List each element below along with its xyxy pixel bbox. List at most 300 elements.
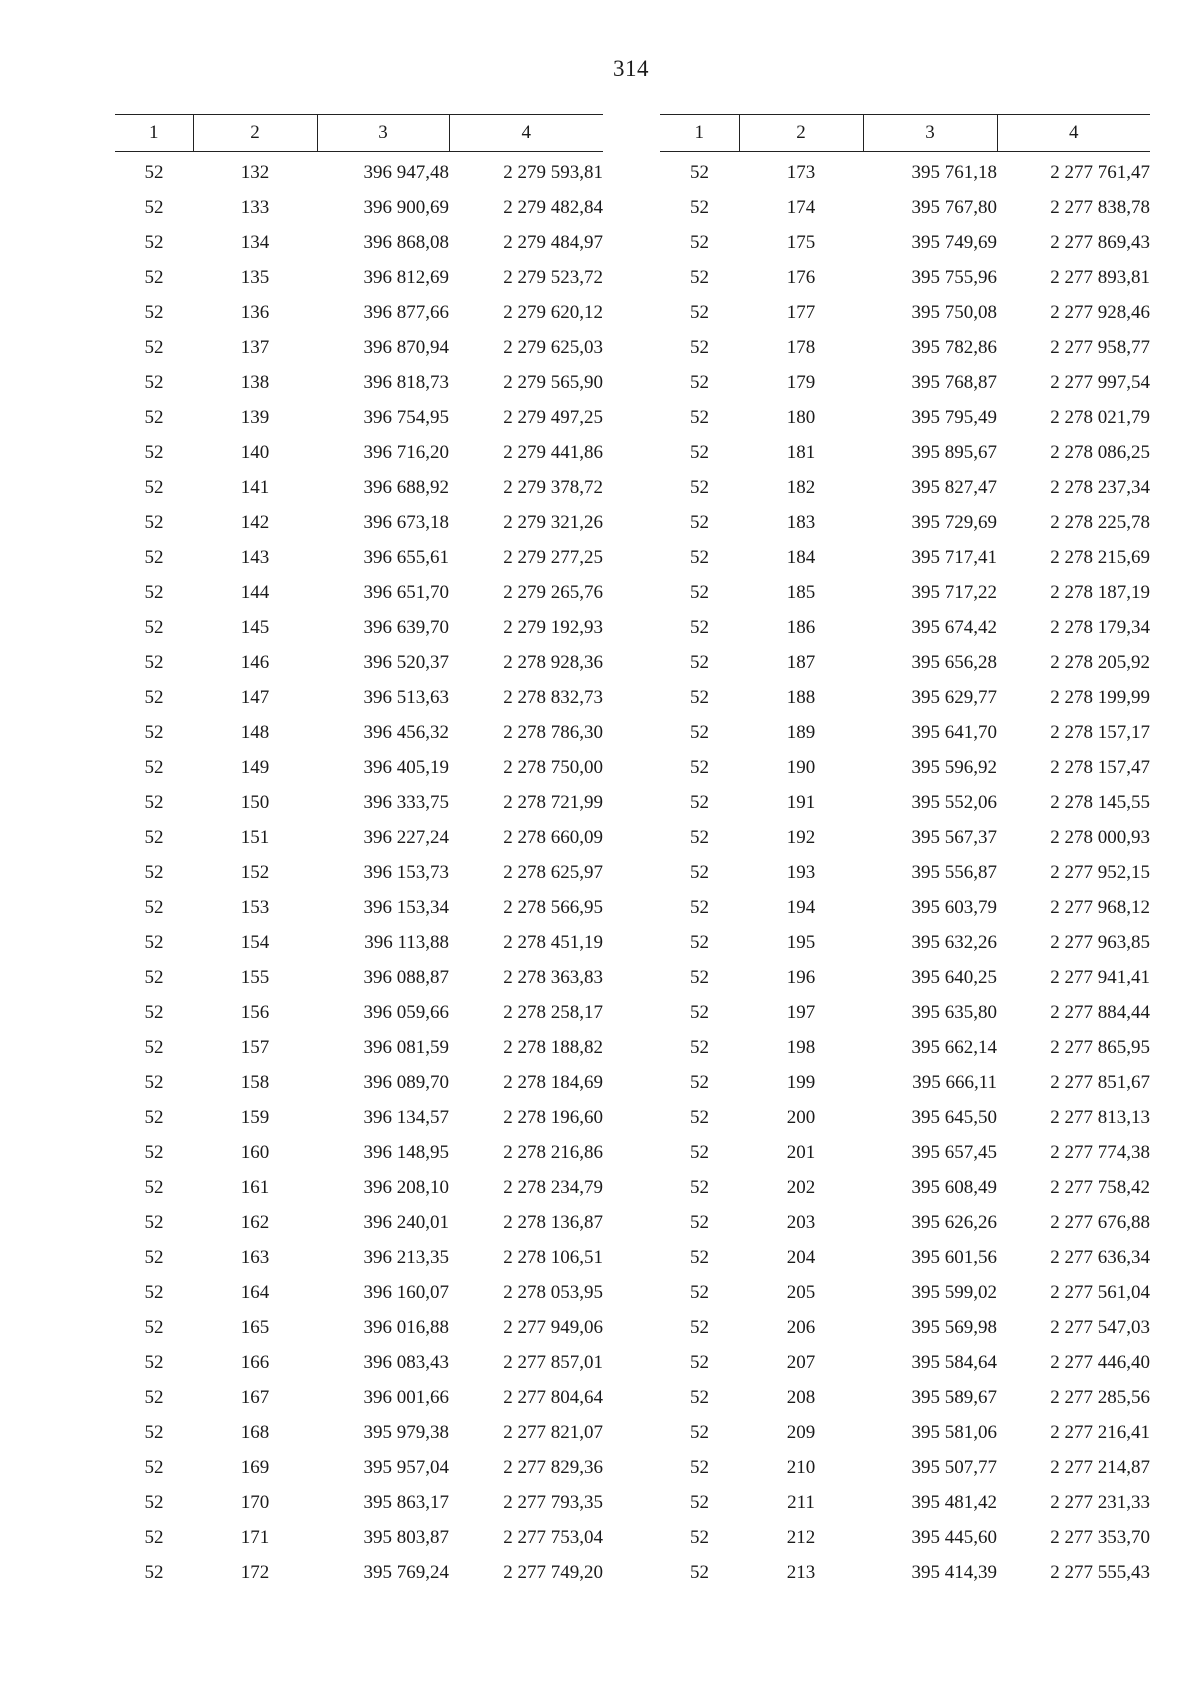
cell-y-coordinate: 2 278 157,17: [1050, 721, 1150, 743]
table-row: [115, 1310, 603, 1345]
cell-y-coordinate: 2 277 997,54: [1050, 371, 1150, 393]
cell-point-number: 132: [240, 161, 270, 183]
cell-point-number: 182: [786, 476, 816, 498]
cell-y-coordinate: 2 277 941,41: [1050, 966, 1150, 988]
cell-point-number: 169: [240, 1456, 270, 1478]
cell-x-coordinate: 396 651,70: [363, 581, 449, 603]
cell-section: 52: [144, 1386, 164, 1408]
cell-y-coordinate: 2 277 636,34: [1050, 1246, 1150, 1268]
table-row: [115, 1065, 603, 1100]
cell-section: 52: [144, 581, 164, 603]
cell-y-coordinate: 2 278 215,69: [1050, 546, 1150, 568]
cell-point-number: 200: [786, 1106, 816, 1128]
column-header-3: 3: [317, 115, 449, 152]
cell-section: 52: [144, 1561, 164, 1583]
cell-point-number: 176: [786, 266, 816, 288]
cell-y-coordinate: 2 277 753,04: [503, 1526, 603, 1548]
cell-section: 52: [690, 476, 709, 498]
cell-y-coordinate: 2 277 813,13: [1050, 1106, 1150, 1128]
cell-x-coordinate: 395 556,87: [911, 861, 997, 883]
cell-section: 52: [690, 826, 709, 848]
cell-y-coordinate: 2 277 857,01: [503, 1351, 603, 1373]
table-row: [115, 540, 603, 575]
cell-point-number: 172: [240, 1561, 270, 1583]
cell-point-number: 171: [240, 1526, 270, 1548]
table-row: [660, 1555, 1150, 1590]
cell-point-number: 196: [786, 966, 816, 988]
cell-section: 52: [690, 756, 709, 778]
cell-section: 52: [690, 1386, 709, 1408]
cell-x-coordinate: 396 947,48: [363, 161, 449, 183]
cell-point-number: 179: [786, 371, 816, 393]
cell-section: 52: [690, 196, 709, 218]
cell-section: 52: [690, 266, 709, 288]
cell-section: 52: [144, 1456, 164, 1478]
cell-point-number: 181: [786, 441, 816, 463]
table-body-right: [660, 152, 1150, 1591]
cell-section: 52: [690, 1246, 709, 1268]
cell-x-coordinate: 396 405,19: [363, 756, 449, 778]
cell-section: 52: [144, 1281, 164, 1303]
cell-point-number: 210: [786, 1456, 816, 1478]
cell-x-coordinate: 395 632,26: [911, 931, 997, 953]
cell-section: 52: [144, 1106, 164, 1128]
cell-x-coordinate: 396 513,63: [363, 686, 449, 708]
cell-section: 52: [690, 1526, 709, 1548]
table-row: [115, 152, 603, 191]
cell-section: 52: [144, 826, 164, 848]
table-row: [660, 1450, 1150, 1485]
cell-y-coordinate: 2 278 053,95: [503, 1281, 603, 1303]
cell-point-number: 193: [786, 861, 816, 883]
table-row: [115, 330, 603, 365]
table-row: [115, 1415, 603, 1450]
cell-section: 52: [690, 1456, 709, 1478]
cell-point-number: 148: [240, 721, 270, 743]
cell-y-coordinate: 2 277 851,67: [1050, 1071, 1150, 1093]
cell-x-coordinate: 396 001,66: [363, 1386, 449, 1408]
cell-section: 52: [144, 1071, 164, 1093]
cell-x-coordinate: 396 134,57: [363, 1106, 449, 1128]
cell-y-coordinate: 2 277 893,81: [1050, 266, 1150, 288]
cell-point-number: 170: [240, 1491, 270, 1513]
cell-y-coordinate: 2 278 786,30: [503, 721, 603, 743]
cell-section: 52: [144, 1001, 164, 1023]
cell-x-coordinate: 395 589,67: [911, 1386, 997, 1408]
table-row: [115, 925, 603, 960]
column-header-2: 2: [739, 115, 863, 152]
cell-point-number: 195: [786, 931, 816, 953]
cell-x-coordinate: 395 782,86: [911, 336, 997, 358]
column-header-1: 1: [660, 115, 739, 152]
cell-x-coordinate: 395 662,14: [911, 1036, 997, 1058]
cell-section: 52: [690, 1211, 709, 1233]
cell-section: 52: [690, 966, 709, 988]
cell-x-coordinate: 395 626,26: [911, 1211, 997, 1233]
cell-point-number: 133: [240, 196, 270, 218]
cell-point-number: 204: [786, 1246, 816, 1268]
table-header-row: [115, 115, 603, 152]
cell-x-coordinate: 396 716,20: [363, 441, 449, 463]
cell-y-coordinate: 2 277 968,12: [1050, 896, 1150, 918]
table-row: [660, 750, 1150, 785]
cell-y-coordinate: 2 278 196,60: [503, 1106, 603, 1128]
cell-point-number: 150: [240, 791, 270, 813]
cell-y-coordinate: 2 279 484,97: [503, 231, 603, 253]
cell-point-number: 186: [786, 616, 816, 638]
cell-x-coordinate: 395 608,49: [911, 1176, 997, 1198]
table-row: [660, 1065, 1150, 1100]
cell-section: 52: [144, 1246, 164, 1268]
cell-section: 52: [690, 301, 709, 323]
cell-point-number: 201: [786, 1141, 816, 1163]
cell-x-coordinate: 395 717,22: [911, 581, 997, 603]
cell-section: 52: [144, 161, 164, 183]
cell-section: 52: [690, 686, 709, 708]
table-row: [115, 1170, 603, 1205]
cell-y-coordinate: 2 277 829,36: [503, 1456, 603, 1478]
cell-point-number: 184: [786, 546, 816, 568]
cell-y-coordinate: 2 277 353,70: [1050, 1526, 1150, 1548]
table-row: [115, 1520, 603, 1555]
cell-x-coordinate: 395 769,24: [363, 1561, 449, 1583]
cell-y-coordinate: 2 277 838,78: [1050, 196, 1150, 218]
cell-section: 52: [144, 1316, 164, 1338]
cell-point-number: 142: [240, 511, 270, 533]
cell-point-number: 191: [786, 791, 816, 813]
cell-y-coordinate: 2 277 821,07: [503, 1421, 603, 1443]
cell-y-coordinate: 2 277 793,35: [503, 1491, 603, 1513]
cell-x-coordinate: 396 148,95: [363, 1141, 449, 1163]
cell-x-coordinate: 395 979,38: [363, 1421, 449, 1443]
cell-x-coordinate: 396 812,69: [363, 266, 449, 288]
cell-point-number: 174: [786, 196, 816, 218]
column-header-2: 2: [193, 115, 317, 152]
cell-point-number: 134: [240, 231, 270, 253]
table-row: [115, 295, 603, 330]
cell-point-number: 199: [786, 1071, 816, 1093]
cell-section: 52: [144, 1036, 164, 1058]
cell-section: 52: [690, 1316, 709, 1338]
cell-x-coordinate: 395 827,47: [911, 476, 997, 498]
cell-section: 52: [144, 1351, 164, 1373]
cell-y-coordinate: 2 277 446,40: [1050, 1351, 1150, 1373]
cell-point-number: 137: [240, 336, 270, 358]
cell-section: 52: [690, 406, 709, 428]
table-row: [115, 680, 603, 715]
cell-y-coordinate: 2 278 660,09: [503, 826, 603, 848]
table-row: [660, 152, 1150, 191]
cell-point-number: 140: [240, 441, 270, 463]
cell-y-coordinate: 2 277 561,04: [1050, 1281, 1150, 1303]
cell-y-coordinate: 2 278 145,55: [1050, 791, 1150, 813]
cell-y-coordinate: 2 277 928,46: [1050, 301, 1150, 323]
table-row: [115, 785, 603, 820]
cell-section: 52: [690, 1036, 709, 1058]
cell-y-coordinate: 2 278 021,79: [1050, 406, 1150, 428]
cell-point-number: 159: [240, 1106, 270, 1128]
table-row: [660, 400, 1150, 435]
table-row: [660, 1380, 1150, 1415]
table-row: [660, 1135, 1150, 1170]
cell-y-coordinate: 2 278 451,19: [503, 931, 603, 953]
cell-x-coordinate: 396 456,32: [363, 721, 449, 743]
table-row: [660, 1520, 1150, 1555]
cell-section: 52: [690, 546, 709, 568]
table-row: [115, 1205, 603, 1240]
column-header-1: 1: [115, 115, 193, 152]
column-header-4: 4: [997, 115, 1150, 152]
cell-x-coordinate: 396 083,43: [363, 1351, 449, 1373]
cell-x-coordinate: 396 059,66: [363, 1001, 449, 1023]
cell-point-number: 190: [786, 756, 816, 778]
cell-x-coordinate: 396 160,07: [363, 1281, 449, 1303]
page-number: 314: [613, 56, 649, 81]
cell-section: 52: [144, 721, 164, 743]
table-row: [660, 575, 1150, 610]
table-row: [115, 610, 603, 645]
cell-point-number: 152: [240, 861, 270, 883]
cell-point-number: 168: [240, 1421, 270, 1443]
cell-y-coordinate: 2 277 958,77: [1050, 336, 1150, 358]
cell-y-coordinate: 2 278 086,25: [1050, 441, 1150, 463]
cell-point-number: 151: [240, 826, 270, 848]
cell-y-coordinate: 2 277 216,41: [1050, 1421, 1150, 1443]
cell-y-coordinate: 2 278 225,78: [1050, 511, 1150, 533]
cell-y-coordinate: 2 278 258,17: [503, 1001, 603, 1023]
cell-point-number: 177: [786, 301, 816, 323]
cell-x-coordinate: 396 153,73: [363, 861, 449, 883]
cell-point-number: 162: [240, 1211, 270, 1233]
cell-x-coordinate: 395 640,25: [911, 966, 997, 988]
cell-y-coordinate: 2 278 199,99: [1050, 686, 1150, 708]
table-row: [115, 890, 603, 925]
cell-y-coordinate: 2 278 750,00: [503, 756, 603, 778]
cell-x-coordinate: 395 507,77: [911, 1456, 997, 1478]
cell-x-coordinate: 395 750,08: [911, 301, 997, 323]
table-row: [115, 750, 603, 785]
table-row: [660, 890, 1150, 925]
cell-x-coordinate: 395 629,77: [911, 686, 997, 708]
cell-x-coordinate: 395 674,42: [911, 616, 997, 638]
cell-y-coordinate: 2 279 593,81: [503, 161, 603, 183]
cell-y-coordinate: 2 278 179,34: [1050, 616, 1150, 638]
cell-y-coordinate: 2 278 363,83: [503, 966, 603, 988]
cell-x-coordinate: 395 641,70: [911, 721, 997, 743]
table-row: [660, 610, 1150, 645]
table-row: [660, 1275, 1150, 1310]
cell-y-coordinate: 2 279 265,76: [503, 581, 603, 603]
cell-x-coordinate: 395 755,96: [911, 266, 997, 288]
table-row: [660, 820, 1150, 855]
cell-x-coordinate: 395 895,67: [911, 441, 997, 463]
cell-section: 52: [144, 791, 164, 813]
table-row: [660, 715, 1150, 750]
cell-section: 52: [690, 1071, 709, 1093]
cell-y-coordinate: 2 277 555,43: [1050, 1561, 1150, 1583]
cell-point-number: 154: [240, 931, 270, 953]
table-row: [115, 995, 603, 1030]
table-row: [115, 1240, 603, 1275]
cell-y-coordinate: 2 277 865,95: [1050, 1036, 1150, 1058]
table-row: [660, 995, 1150, 1030]
cell-section: 52: [144, 1141, 164, 1163]
cell-x-coordinate: 396 153,34: [363, 896, 449, 918]
cell-section: 52: [690, 1491, 709, 1513]
cell-x-coordinate: 395 581,06: [911, 1421, 997, 1443]
table-row: [115, 470, 603, 505]
cell-y-coordinate: 2 277 547,03: [1050, 1316, 1150, 1338]
cell-x-coordinate: 396 016,88: [363, 1316, 449, 1338]
cell-point-number: 143: [240, 546, 270, 568]
table-row: [660, 1485, 1150, 1520]
cell-point-number: 206: [786, 1316, 816, 1338]
cell-y-coordinate: 2 278 721,99: [503, 791, 603, 813]
cell-y-coordinate: 2 277 231,33: [1050, 1491, 1150, 1513]
cell-point-number: 192: [786, 826, 816, 848]
cell-y-coordinate: 2 279 565,90: [503, 371, 603, 393]
cell-y-coordinate: 2 278 136,87: [503, 1211, 603, 1233]
table-row: [115, 820, 603, 855]
cell-point-number: 209: [786, 1421, 816, 1443]
cell-x-coordinate: 396 900,69: [363, 196, 449, 218]
table-row: [660, 785, 1150, 820]
cell-x-coordinate: 396 673,18: [363, 511, 449, 533]
cell-section: 52: [144, 266, 164, 288]
cell-x-coordinate: 396 520,37: [363, 651, 449, 673]
cell-y-coordinate: 2 277 949,06: [503, 1316, 603, 1338]
cell-y-coordinate: 2 278 216,86: [503, 1141, 603, 1163]
cell-section: 52: [144, 371, 164, 393]
cell-point-number: 146: [240, 651, 270, 673]
table-row: [660, 330, 1150, 365]
cell-section: 52: [144, 511, 164, 533]
cell-section: 52: [144, 441, 164, 463]
cell-point-number: 202: [786, 1176, 816, 1198]
table-row: [660, 540, 1150, 575]
cell-y-coordinate: 2 278 187,19: [1050, 581, 1150, 603]
table-row: [660, 470, 1150, 505]
cell-y-coordinate: 2 278 625,97: [503, 861, 603, 883]
cell-point-number: 144: [240, 581, 270, 603]
cell-y-coordinate: 2 277 676,88: [1050, 1211, 1150, 1233]
cell-x-coordinate: 395 603,79: [911, 896, 997, 918]
cell-point-number: 203: [786, 1211, 816, 1233]
cell-point-number: 188: [786, 686, 816, 708]
cell-x-coordinate: 395 803,87: [363, 1526, 449, 1548]
cell-section: 52: [144, 686, 164, 708]
cell-point-number: 157: [240, 1036, 270, 1058]
cell-point-number: 194: [786, 896, 816, 918]
cell-section: 52: [690, 1561, 709, 1583]
cell-x-coordinate: 396 240,01: [363, 1211, 449, 1233]
table-row: [660, 505, 1150, 540]
table-row: [660, 225, 1150, 260]
cell-y-coordinate: 2 278 000,93: [1050, 826, 1150, 848]
cell-point-number: 153: [240, 896, 270, 918]
cell-point-number: 198: [786, 1036, 816, 1058]
cell-point-number: 164: [240, 1281, 270, 1303]
cell-point-number: 160: [240, 1141, 270, 1163]
table-row: [660, 295, 1150, 330]
cell-section: 52: [144, 196, 164, 218]
cell-y-coordinate: 2 277 749,20: [503, 1561, 603, 1583]
cell-section: 52: [690, 721, 709, 743]
table-row: [115, 1450, 603, 1485]
cell-section: 52: [690, 371, 709, 393]
table-row: [660, 1205, 1150, 1240]
table-row: [115, 1485, 603, 1520]
table-row: [660, 960, 1150, 995]
cell-y-coordinate: 2 279 497,25: [503, 406, 603, 428]
cell-x-coordinate: 395 729,69: [911, 511, 997, 533]
cell-section: 52: [144, 406, 164, 428]
cell-point-number: 147: [240, 686, 270, 708]
cell-point-number: 213: [786, 1561, 816, 1583]
cell-point-number: 165: [240, 1316, 270, 1338]
table-row: [660, 190, 1150, 225]
table-row: [660, 1170, 1150, 1205]
cell-point-number: 211: [787, 1491, 815, 1513]
cell-section: 52: [690, 931, 709, 953]
cell-point-number: 167: [240, 1386, 270, 1408]
cell-x-coordinate: 396 208,10: [363, 1176, 449, 1198]
table-row: [660, 855, 1150, 890]
cell-section: 52: [690, 896, 709, 918]
table-row: [660, 1415, 1150, 1450]
cell-section: 52: [144, 1491, 164, 1513]
cell-x-coordinate: 395 717,41: [911, 546, 997, 568]
cell-y-coordinate: 2 279 625,03: [503, 336, 603, 358]
cell-y-coordinate: 2 279 441,86: [503, 441, 603, 463]
table-row: [115, 190, 603, 225]
cell-x-coordinate: 396 088,87: [363, 966, 449, 988]
cell-section: 52: [144, 896, 164, 918]
cell-section: 52: [144, 756, 164, 778]
table-row: [115, 645, 603, 680]
cell-y-coordinate: 2 277 285,56: [1050, 1386, 1150, 1408]
cell-x-coordinate: 395 445,60: [911, 1526, 997, 1548]
cell-point-number: 149: [240, 756, 270, 778]
cell-point-number: 173: [786, 161, 816, 183]
cell-y-coordinate: 2 278 234,79: [503, 1176, 603, 1198]
cell-section: 52: [144, 966, 164, 988]
table-row: [115, 1555, 603, 1590]
cell-section: 52: [690, 616, 709, 638]
table-row: [115, 260, 603, 295]
cell-section: 52: [690, 231, 709, 253]
table-row: [660, 435, 1150, 470]
cell-point-number: 138: [240, 371, 270, 393]
cell-point-number: 187: [786, 651, 816, 673]
cell-point-number: 189: [786, 721, 816, 743]
cell-y-coordinate: 2 277 963,85: [1050, 931, 1150, 953]
cell-x-coordinate: 395 863,17: [363, 1491, 449, 1513]
cell-y-coordinate: 2 279 321,26: [503, 511, 603, 533]
table-row: [115, 1135, 603, 1170]
table-row: [660, 1100, 1150, 1135]
table-row: [115, 365, 603, 400]
cell-x-coordinate: 396 227,24: [363, 826, 449, 848]
cell-section: 52: [144, 616, 164, 638]
cell-x-coordinate: 396 688,92: [363, 476, 449, 498]
cell-x-coordinate: 395 569,98: [911, 1316, 997, 1338]
table-row: [115, 400, 603, 435]
cell-point-number: 175: [786, 231, 816, 253]
cell-y-coordinate: 2 277 758,42: [1050, 1176, 1150, 1198]
cell-point-number: 139: [240, 406, 270, 428]
cell-y-coordinate: 2 279 620,12: [503, 301, 603, 323]
